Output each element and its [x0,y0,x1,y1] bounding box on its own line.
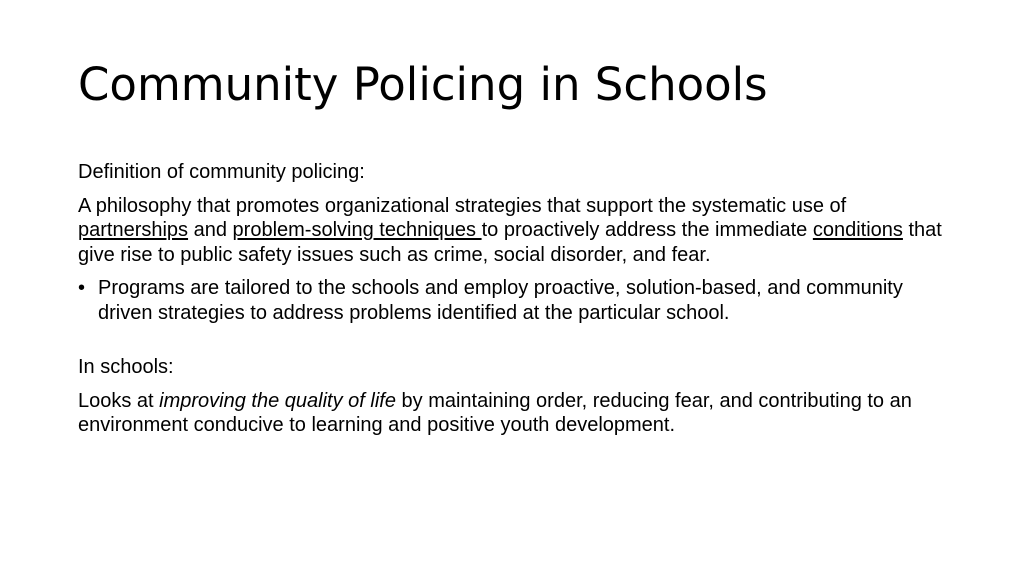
definition-text-3: to proactively address the immediate [481,219,813,241]
definition-text-2: and [188,219,233,241]
schools-text-1: Looks at [78,389,160,412]
definition-text-4: that give rise to public safety issues such as crime, social disorder, and fear. [78,219,942,266]
schools-heading: In schools: [78,356,174,378]
bullet-icon: • [78,277,86,299]
quality-of-life-emphasis: improving the quality of life [159,389,396,412]
schools-text-2: by maintaining order, reducing fear, and contributing to an environment conducive to learning and positive youth development. [78,389,912,436]
definition-heading: Definition of community policing: [78,161,365,183]
schools-paragraph [78,389,943,438]
slide-title: Community Policing in Schools [78,58,768,111]
slide-body [78,160,943,447]
programs-bullet-text: Programs are tailored to the schools and employ proactive, solution-based, and community driven strategies to address problems identified at the particular school. [98,277,903,324]
partnerships-term: partnerships [78,219,189,241]
definition-text-1: A philosophy that promotes organizational strategies that support the systematic use of [78,194,847,217]
definition-paragraph [78,194,943,268]
programs-bullet-item [78,276,943,325]
conditions-term: conditions [812,219,903,241]
problem-solving-term: problem-solving techniques [232,219,482,241]
